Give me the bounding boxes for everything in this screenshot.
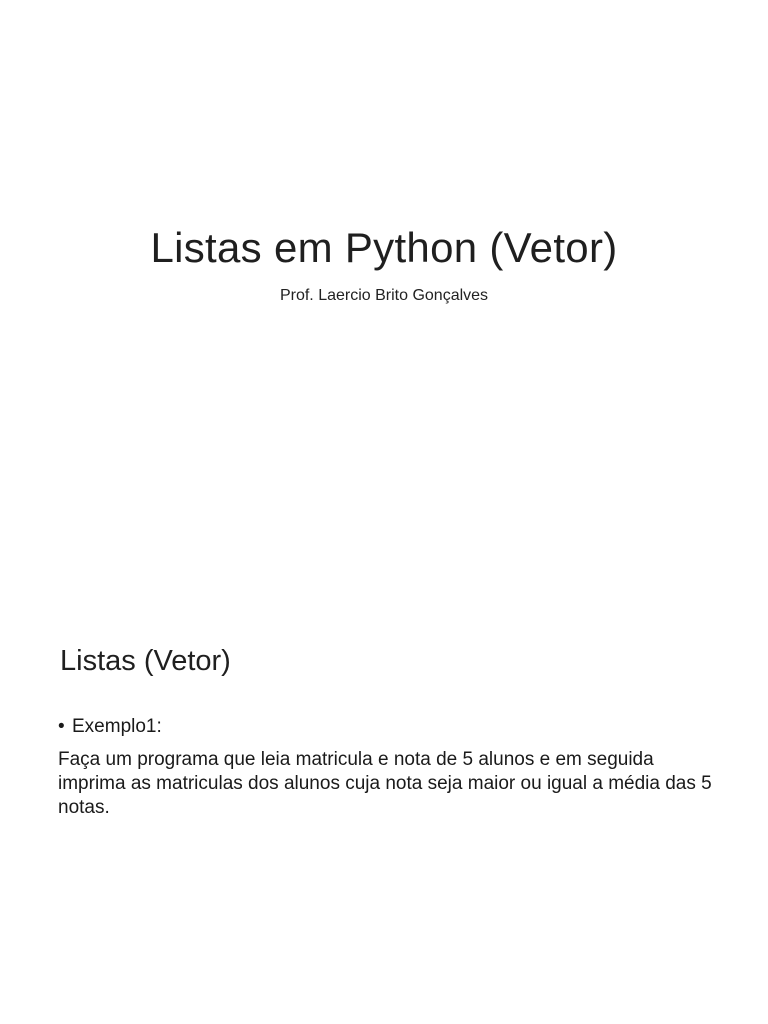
slide-subtitle: Prof. Laercio Brito Gonçalves [279,287,489,304]
exercise-paragraph: Faça um programa que leia matricula e nota de 5 alunos e em seguida imprima as matriculas dos alunos cuja nota seja maior ou igual a média das 5 notas. [58,749,712,818]
bullet-item [58,714,162,740]
slide-heading: Listas (Vetor) [60,645,231,677]
content-slide [0,576,768,1024]
slide-title: Listas em Python (Vetor) [150,224,618,271]
bullet-marker: • [58,716,65,737]
bullet-text: Exemplo1: [72,716,162,737]
